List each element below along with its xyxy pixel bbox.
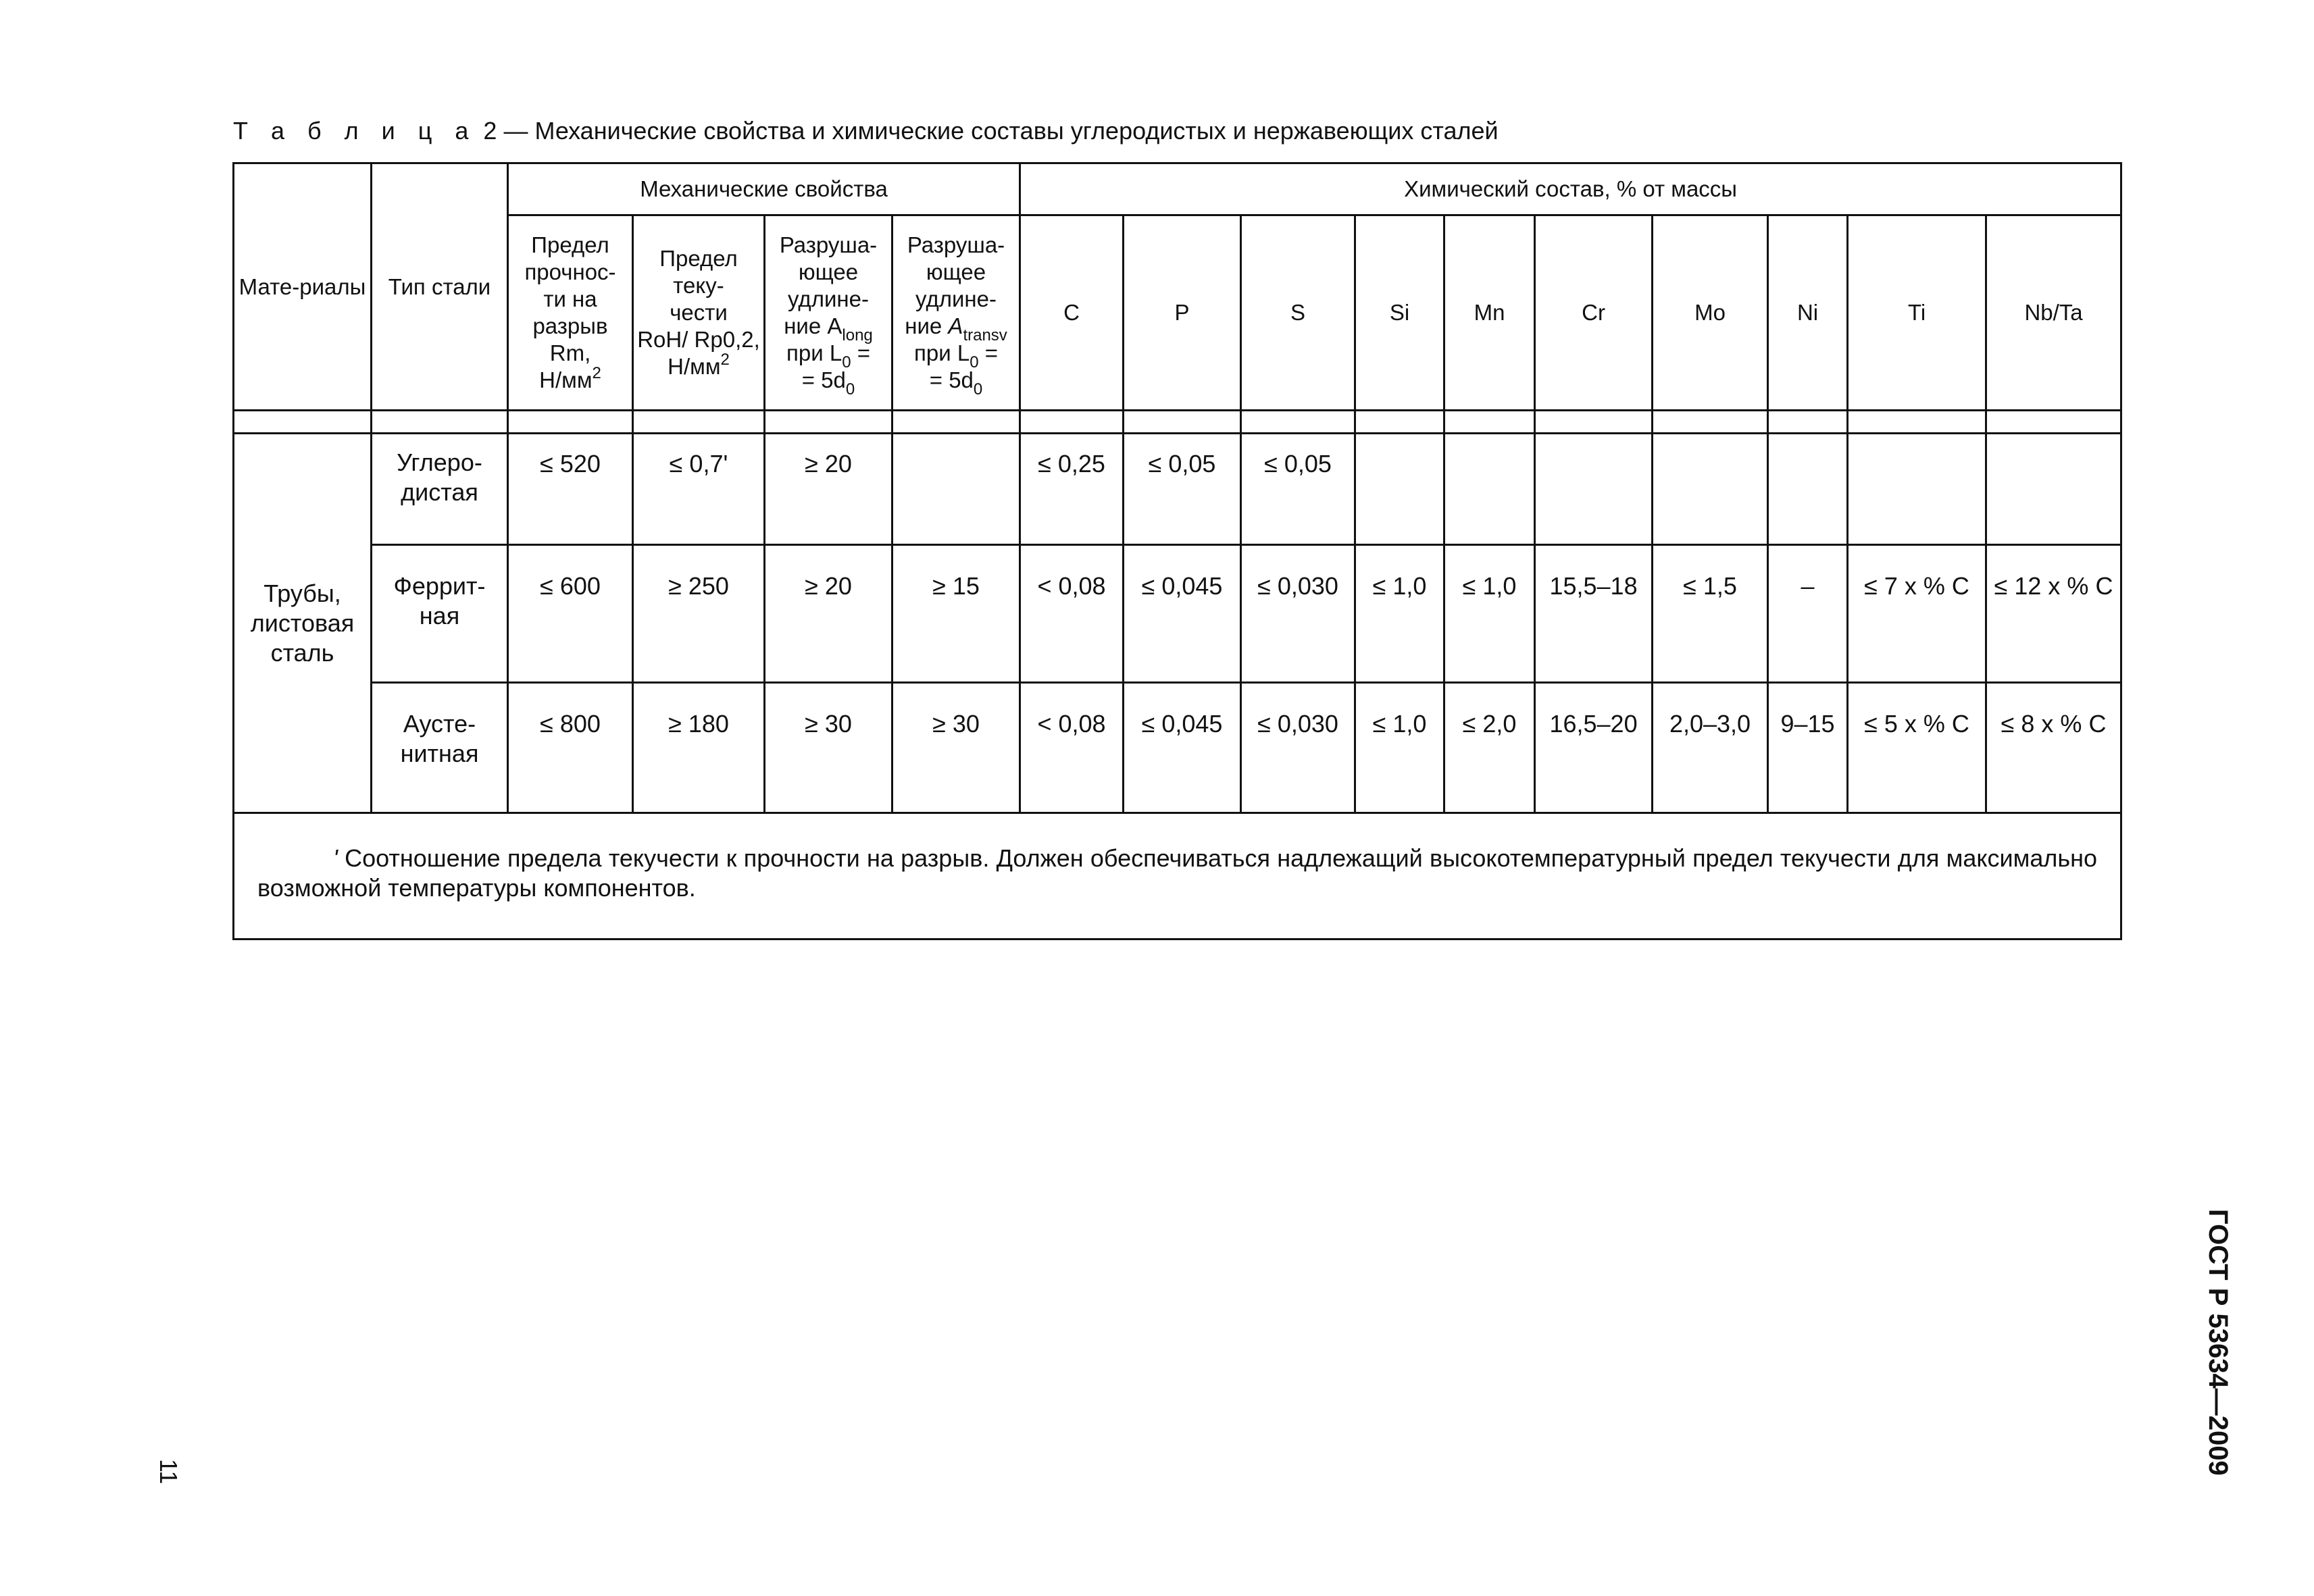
a-transv-cell: ≥ 15 [892, 545, 1020, 683]
steel-type-cell: Феррит- ная [372, 545, 508, 683]
ti-cell [1848, 434, 1986, 545]
header-separator [234, 411, 2121, 434]
caption-label: Т а б л и ц а [233, 117, 477, 145]
header-mn: Mn [1444, 215, 1535, 411]
header-si: Si [1355, 215, 1444, 411]
ni-cell: – [1768, 545, 1848, 683]
header-a-long: Разруша- ющее удлине- ние $A_{long}$ при $L_0$ = = $5d_0$ [765, 215, 892, 411]
header-nb-ta: Nb/Ta [1986, 215, 2121, 411]
cr-cell [1535, 434, 1653, 545]
table-row [234, 683, 2121, 813]
table-row [234, 545, 2121, 683]
footnote [234, 813, 2121, 939]
nb-cell: ≤ 12 x % C [1986, 545, 2121, 683]
c-cell: < 0,08 [1020, 545, 1124, 683]
nb-cell: ≤ 8 x % C [1986, 683, 2121, 813]
steel-type-cell: Углеро- дистая [372, 434, 508, 545]
caption-text: 2 — Механические свойства и химические составы углеродистых и нержавеющих сталей [483, 117, 1499, 145]
mo-cell: ≤ 1,5 [1653, 545, 1768, 683]
c-cell: ≤ 0,25 [1020, 434, 1124, 545]
page-number: 11 [155, 1459, 182, 1485]
a-transv-cell: ≥ 30 [892, 683, 1020, 813]
p-cell: ≤ 0,05 [1124, 434, 1241, 545]
table-caption [233, 116, 1499, 146]
cr-cell: 15,5–18 [1535, 545, 1653, 683]
mo-cell: 2,0–3,0 [1653, 683, 1768, 813]
s-cell: ≤ 0,030 [1241, 683, 1355, 813]
header-ti: Ti [1848, 215, 1986, 411]
yield-cell: ≥ 250 [633, 545, 765, 683]
rm-cell: ≤ 600 [508, 545, 633, 683]
mn-cell [1444, 434, 1535, 545]
ti-cell: ≤ 5 x % C [1848, 683, 1986, 813]
standard-designation: ГОСТ Р 53634—2009 [2203, 1209, 2233, 1476]
mn-cell: ≤ 1,0 [1444, 545, 1535, 683]
a-long-cell: ≥ 20 [765, 434, 892, 545]
p-cell: ≤ 0,045 [1124, 683, 1241, 813]
footnote-row [234, 813, 2121, 939]
ni-cell: 9–15 [1768, 683, 1848, 813]
si-cell: ≤ 1,0 [1355, 683, 1444, 813]
rm-cell: ≤ 800 [508, 683, 633, 813]
s-cell: ≤ 0,05 [1241, 434, 1355, 545]
yield-cell: ≤ 0,7' [633, 434, 765, 545]
s-cell: ≤ 0,030 [1241, 545, 1355, 683]
a-long-cell: ≥ 30 [765, 683, 892, 813]
rm-cell: ≤ 520 [508, 434, 633, 545]
cr-cell: 16,5–20 [1535, 683, 1653, 813]
footnote-text: Соотношение предела текучести к прочности на разрыв. Должен обеспечиваться надлежащий высокотемпературный предел текучести для максимально возможной температуры компонентов. [257, 844, 2098, 902]
c-cell: < 0,08 [1020, 683, 1124, 813]
yield-cell: ≥ 180 [633, 683, 765, 813]
a-long-cell: ≥ 20 [765, 545, 892, 683]
header-mo: Mo [1653, 215, 1768, 411]
mn-cell: ≤ 2,0 [1444, 683, 1535, 813]
properties-table [232, 162, 2122, 940]
header-s: S [1241, 215, 1355, 411]
ti-cell: ≤ 7 x % C [1848, 545, 1986, 683]
header-ni: Ni [1768, 215, 1848, 411]
header-chem-group: Химический состав, % от массы [1020, 163, 2121, 215]
steel-type-cell: Аусте- нитная [372, 683, 508, 813]
header-materials: Мате-риалы [234, 163, 372, 411]
table-row [234, 434, 2121, 545]
nb-cell [1986, 434, 2121, 545]
header-c: C [1020, 215, 1124, 411]
header-steel-type: Тип стали [372, 163, 508, 411]
header-rm: Предел прочнос- ти на разрыв Rm, $Н/мм^2$ [508, 215, 633, 411]
si-cell: ≤ 1,0 [1355, 545, 1444, 683]
header-a-transv: Разруша- ющее удлине- ние $A_{transv}$ при $L_0$ = = $5d_0$ [892, 215, 1020, 411]
a-transv-cell [892, 434, 1020, 545]
header-mech-group: Механические свойства [508, 163, 1020, 215]
footnote-mark: ' [333, 844, 338, 872]
p-cell: ≤ 0,045 [1124, 545, 1241, 683]
header-p: P [1124, 215, 1241, 411]
si-cell [1355, 434, 1444, 545]
header-cr: Cr [1535, 215, 1653, 411]
mo-cell [1653, 434, 1768, 545]
header-yield: Предел теку- чести RoH/ Rp0,2, $Н/мм^2$ [633, 215, 765, 411]
material-cell: Трубы, листовая сталь [234, 434, 372, 813]
ni-cell [1768, 434, 1848, 545]
